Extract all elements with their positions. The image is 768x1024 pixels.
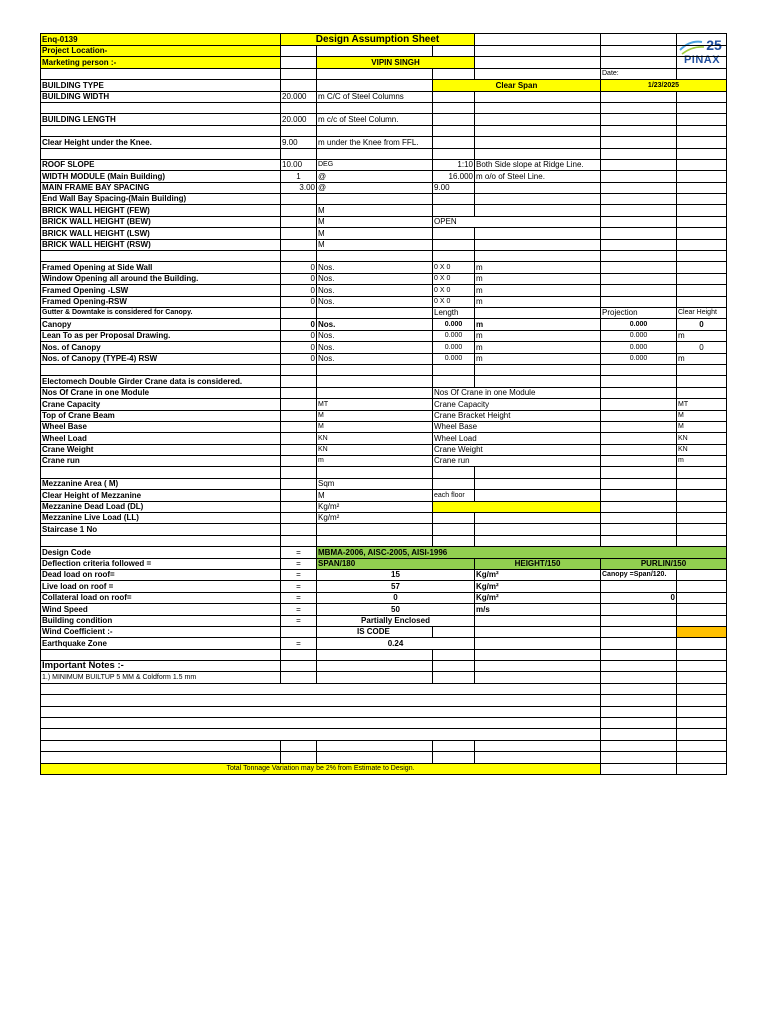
bay-spacing-at: @ [317,182,433,193]
row-canopy [41,319,727,330]
notes-title: Important Notes :- [41,661,281,672]
lean-to-label: Lean To as per Proposal Drawing. [41,330,281,341]
canopy-type4-nos: Nos. [317,353,433,364]
opening-lsw-nos: Nos. [317,285,433,296]
row-enq [41,34,727,46]
canopy-type4-length: 0.000 [433,353,475,364]
row-opening-window [41,273,727,284]
row-spacer [41,467,727,478]
collateral-extra: 0 [601,592,677,603]
mezz-live-unit: Kg/m² [317,513,433,524]
row-spacer [41,649,727,660]
width-module-value: 1 [281,171,317,182]
row-mezz-dead [41,501,727,512]
crane-weight-label: Crane Weight [41,444,281,455]
deflection-span: SPAN/180 [317,558,475,569]
gutter-label: Gutter & Downtake is considered for Canopy. [41,307,281,318]
lean-to-projection: 0.000 [601,330,677,341]
row-opening-lsw [41,285,727,296]
roof-slope-unit: DEG [317,159,433,170]
project-location-label: Project Location- [41,46,281,57]
brick-lsw-unit: M [317,228,433,239]
wheel-base-label: Wheel Base [41,421,281,432]
footer-note: Total Tonnage Variation may be 2% from Estimate to Design. [41,763,601,774]
row-spacer [41,695,727,706]
row-mezz-live [41,513,727,524]
opening-window-unit: m [475,273,601,284]
row-spacer [41,364,727,375]
design-assumption-table [40,33,727,775]
row-spacer [41,718,727,729]
crane-capacity-label-2: Crane Capacity [433,399,601,410]
date-label: Date: [601,68,677,79]
logo-name: PINAX [683,54,721,66]
opening-rsw-size: 0 X 0 [433,296,475,307]
note-1: 1.) MINIMUM BUILTUP 5 MM & Coldform 1.5 mm [41,672,281,683]
crane-run-unit: m [317,456,433,467]
row-spacer [41,148,727,159]
design-code-label: Design Code [41,547,281,558]
row-spacer [41,251,727,262]
wheel-load-label: Wheel Load [41,433,281,444]
brick-few-unit: M [317,205,433,216]
row-spacer [41,125,727,136]
live-load-value: 57 [317,581,475,592]
row-crane-weight [41,444,727,455]
canopy-type4-unit: m [475,353,601,364]
building-width-note: m C/C of Steel Columns [317,91,433,102]
row-note-1 [41,672,727,683]
roof-slope-ratio: 1:10 [433,159,475,170]
wind-speed-label: Wind Speed [41,604,281,615]
canopy-length: 0.000 [433,319,475,330]
building-condition-label: Building condition [41,615,281,626]
building-length-value: 20.000 [281,114,317,125]
dead-load-value: 15 [317,569,475,580]
crane-bracket-label: Crane Bracket Height [433,410,601,421]
row-nos-canopy [41,342,727,353]
opening-side-qty: 0 [281,262,317,273]
opening-rsw-nos: Nos. [317,296,433,307]
brick-bew-label: BRICK WALL HEIGHT (BEW) [41,216,281,227]
building-length-label: BUILDING LENGTH [41,114,281,125]
collateral-load-eq: = [281,592,317,603]
row-brick-rsw [41,239,727,250]
crane-top-unit: M [317,410,433,421]
canopy-nos: Nos. [317,319,433,330]
building-type-label: BUILDING TYPE [41,80,281,91]
canopy-label: Canopy [41,319,281,330]
building-condition-eq: = [281,615,317,626]
lean-to-length: 0.000 [433,330,475,341]
earthquake-label: Earthquake Zone [41,638,281,649]
canopy-qty: 0 [281,319,317,330]
row-crane-intro [41,376,727,387]
opening-rsw-qty: 0 [281,296,317,307]
row-spacer [41,729,727,740]
dead-load-eq: = [281,569,317,580]
bay-spacing-spacing: 9.00 [433,182,475,193]
row-building-width [41,91,727,102]
wheel-load-label-2: Wheel Load [433,433,601,444]
brick-rsw-label: BRICK WALL HEIGHT (RSW) [41,239,281,250]
opening-rsw-label: Framed Opening-RSW [41,296,281,307]
wheel-base-unit-2: M [677,421,727,432]
endwall-label: End Wall Bay Spacing-(Main Building) [41,194,281,205]
opening-window-size: 0 X 0 [433,273,475,284]
enq-number: Enq-0139 [41,34,281,46]
collateral-load-label: Collateral load on roof= [41,592,281,603]
row-building-length [41,114,727,125]
wheel-load-unit-2: KN [677,433,727,444]
nos-canopy-unit: m [475,342,601,353]
deflection-height: HEIGHT/150 [475,558,601,569]
deflection-eq: = [281,558,317,569]
row-crane-top [41,410,727,421]
row-brick-bew [41,216,727,227]
crane-intro-label: Electomech Double Girder Crane data is considered. [41,376,281,387]
row-brick-lsw [41,228,727,239]
building-condition-value: Partially Enclosed [317,615,475,626]
marketing-value: VIPIN SINGH [317,57,475,68]
opening-lsw-qty: 0 [281,285,317,296]
opening-side-label: Framed Opening at Side Wall [41,262,281,273]
row-notes-title [41,661,727,672]
wind-coeff-label: Wind Coefficient :- [41,626,281,637]
row-spacer [41,706,727,717]
row-spacer [41,102,727,113]
width-module-note: m o/o of Steel Line. [475,171,601,182]
row-spacer [41,683,727,694]
canopy-type4-label: Nos. of Canopy (TYPE-4) RSW [41,353,281,364]
wheel-base-unit: M [317,421,433,432]
opening-lsw-label: Framed Opening -LSW [41,285,281,296]
mezz-live-label: Mezzanine Live Load (LL) [41,513,281,524]
opening-window-nos: Nos. [317,273,433,284]
building-width-label: BUILDING WIDTH [41,91,281,102]
canopy-type4-projection: 0.000 [601,353,677,364]
staircase-label: Staircase 1 No [41,524,281,535]
mezz-dead-label: Mezzanine Dead Load (DL) [41,501,281,512]
row-project-location [41,46,727,57]
roof-slope-label: ROOF SLOPE [41,159,281,170]
row-wheel-load [41,433,727,444]
row-collateral-load [41,592,727,603]
row-brick-few [41,205,727,216]
row-marketing [41,57,727,68]
canopy-projection: 0.000 [601,319,677,330]
row-design-code [41,547,727,558]
row-roof-slope [41,159,727,170]
row-building-condition [41,615,727,626]
lean-to-qty: 0 [281,330,317,341]
width-module-at: @ [317,171,433,182]
row-wind-coeff [41,626,727,637]
sheet-title: Design Assumption Sheet [281,34,475,46]
opening-lsw-size: 0 X 0 [433,285,475,296]
wheel-load-unit: KN [317,433,433,444]
crane-nos-label-2: Nos Of Crane in one Module [433,387,601,398]
mezz-height-note: each floor [433,490,475,501]
dead-load-unit: Kg/m² [475,569,601,580]
live-load-unit: Kg/m² [475,581,601,592]
roof-slope-value: 10.00 [281,159,317,170]
crane-capacity-unit: MT [317,399,433,410]
row-spacer [41,740,727,751]
row-mezz-height [41,490,727,501]
row-opening-side [41,262,727,273]
row-wind-speed [41,604,727,615]
bay-spacing-label: MAIN FRAME BAY SPACING [41,182,281,193]
row-deflection [41,558,727,569]
nos-canopy-label: Nos. of Canopy [41,342,281,353]
brick-few-label: BRICK WALL HEIGHT (FEW) [41,205,281,216]
roof-slope-note: Both Side slope at Ridge Line. [475,159,601,170]
opening-window-label: Window Opening all around the Building. [41,273,281,284]
design-code-value: MBMA-2006, AISC-2005, AISI-1996 [317,547,727,558]
deflection-label: Deflection criteria followed = [41,558,281,569]
row-spacer [41,535,727,546]
mezz-height-unit: M [317,490,433,501]
dead-load-label: Dead load on roof= [41,569,281,580]
wind-speed-value: 50 [317,604,475,615]
bay-spacing-value: 3.00 [281,182,317,193]
deflection-purlin: PURLIN/150 [601,558,727,569]
lean-to-unit: m [475,330,601,341]
row-building-type [41,80,727,91]
row-canopy-type4 [41,353,727,364]
row-mezz-area [41,478,727,489]
row-footer [41,763,727,774]
row-crane-capacity [41,399,727,410]
row-clear-height [41,137,727,148]
building-type-value: Clear Span [433,80,601,91]
canopy-clear-height: 0 [677,319,727,330]
width-module-spacing: 16.000 [433,171,475,182]
brick-rsw-unit: M [317,239,433,250]
crane-weight-unit: KN [317,444,433,455]
mezz-area-unit: Sqm [317,478,433,489]
row-width-module [41,171,727,182]
canopy-deflection-note: Canopy =Span/120. [601,569,677,580]
row-date [41,68,727,79]
mezz-dead-highlight [433,501,601,512]
brick-lsw-label: BRICK WALL HEIGHT (LSW) [41,228,281,239]
crane-capacity-unit-2: MT [677,399,727,410]
opening-rsw-unit: m [475,296,601,307]
nos-canopy-qty: 0 [281,342,317,353]
crane-run-label: Crane run [41,456,281,467]
lean-to-nos: Nos. [317,330,433,341]
projection-header: Projection [601,307,677,318]
row-spacer [41,752,727,763]
opening-window-qty: 0 [281,273,317,284]
width-module-label: WIDTH MODULE (Main Building) [41,171,281,182]
crane-run-unit-2: m [677,456,727,467]
clear-height-value: 9.00 [281,137,317,148]
nos-canopy-nos: Nos. [317,342,433,353]
live-load-label: Live load on roof = [41,581,281,592]
date-value: 1/23/2025 [601,80,727,91]
crane-run-label-2: Crane run [433,456,601,467]
clear-height-note: m under the Knee from FFL. [317,137,433,148]
wind-speed-eq: = [281,604,317,615]
crane-nos-label: Nos Of Crane in one Module [41,387,281,398]
canopy-type4-unit-2: m [677,353,727,364]
row-earthquake [41,638,727,649]
lean-to-unit-2: m [677,330,727,341]
open-text: OPEN [433,216,601,227]
collateral-load-unit: Kg/m² [475,592,601,603]
earthquake-value: 0.24 [317,638,475,649]
nos-canopy-clear-height: 0 [677,342,727,353]
crane-top-label: Top of Crane Beam [41,410,281,421]
mezz-area-label: Mezzanine Area ( M) [41,478,281,489]
live-load-eq: = [281,581,317,592]
logo-number: 25 [706,37,722,53]
mezz-height-label: Clear Height of Mezzanine [41,490,281,501]
opening-side-nos: Nos. [317,262,433,273]
row-endwall [41,194,727,205]
design-code-eq: = [281,547,317,558]
canopy-type4-qty: 0 [281,353,317,364]
marketing-label: Marketing person :- [41,57,281,68]
clear-height-label: Clear Height under the Knee. [41,137,281,148]
mezz-dead-unit: Kg/m² [317,501,433,512]
earthquake-eq: = [281,638,317,649]
crane-weight-unit-2: KN [677,444,727,455]
wind-speed-unit: m/s [475,604,601,615]
brick-bew-unit: M [317,216,433,227]
row-staircase [41,524,727,535]
nos-canopy-projection: 0.000 [601,342,677,353]
crane-bracket-unit: M [677,410,727,421]
row-wheel-base [41,421,727,432]
wind-coeff-value: IS CODE [317,626,433,637]
crane-capacity-label: Crane Capacity [41,399,281,410]
length-header: Length [433,307,475,318]
row-lean-to [41,330,727,341]
building-length-note: m c/c of Steel Column. [317,114,433,125]
wheel-base-label-2: Wheel Base [433,421,601,432]
row-live-load [41,581,727,592]
canopy-unit: m [475,319,601,330]
opening-side-size: 0 X 0 [433,262,475,273]
opening-lsw-unit: m [475,285,601,296]
row-dead-load [41,569,727,580]
row-crane-run [41,456,727,467]
wind-coeff-highlight [677,626,727,637]
row-bay-spacing [41,182,727,193]
row-gutter [41,307,727,318]
clear-height-header: Clear Height [677,307,727,318]
row-opening-rsw [41,296,727,307]
nos-canopy-length: 0.000 [433,342,475,353]
building-width-value: 20.000 [281,91,317,102]
opening-side-unit: m [475,262,601,273]
row-crane-nos [41,387,727,398]
collateral-load-value: 0 [317,592,475,603]
crane-weight-label-2: Crane Weight [433,444,601,455]
